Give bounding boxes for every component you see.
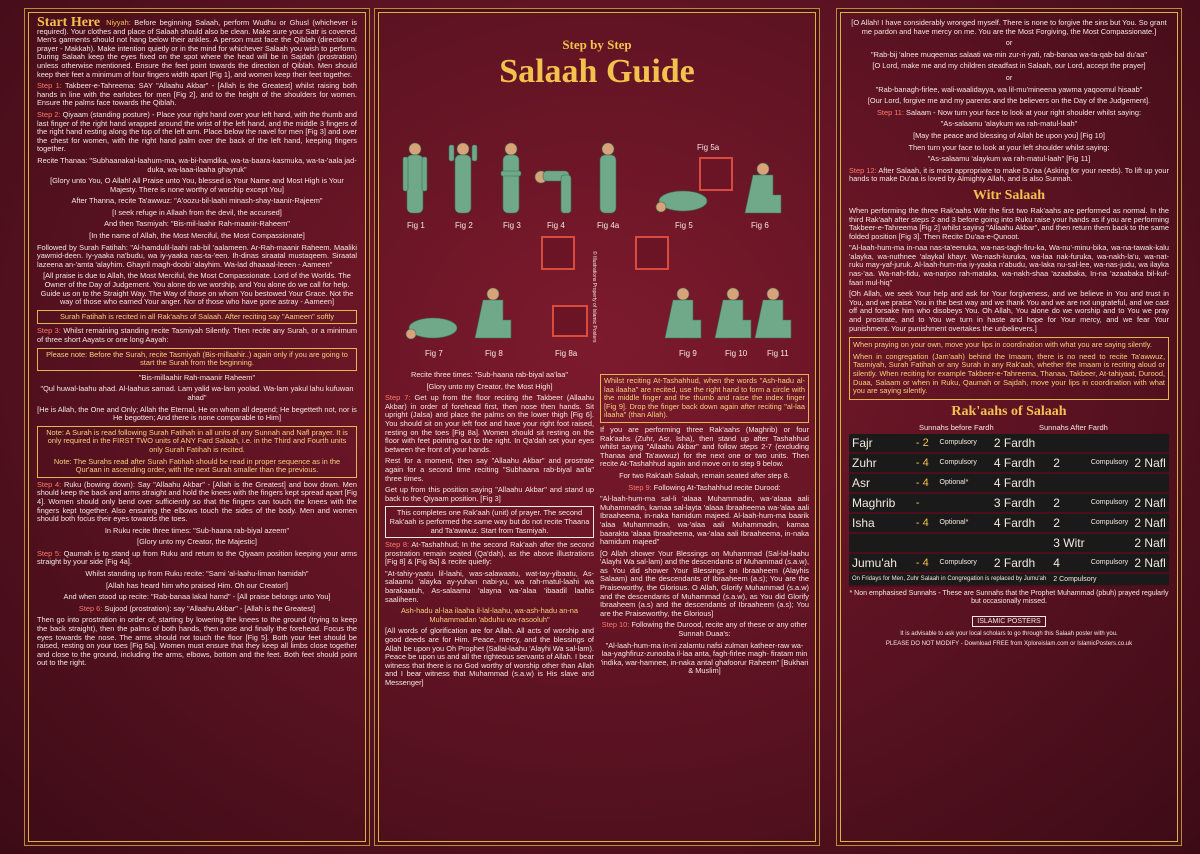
taawwuz-text: After Thanna, recite Ta'awwuz: "A'oozu-bil-laahi minash-shay-taanir-Rajeem" [71, 196, 323, 206]
illustrations [385, 91, 809, 371]
rakaah-row [849, 453, 1169, 473]
ikhlas-translation: [He is Allah, the One and Only; Allah the Eternal, He on whom all depend; He begetteth not, nor is He begotten; And there is none comparable to Him] [37, 404, 357, 423]
step2-text: Qiyaam (standing posture) - Place your right hand over your left hand, with the thumb and last finger of the right hand wrapped around the wrist of the left hand, and the middle 3 fingers of the right hand resting along the top of the left arm. Place below the navel for men [Fig 3] and over the chest for women, with the right hand palm over the back of the left hand, keeping fingers together. [37, 109, 357, 154]
after-count: 2 [1050, 493, 1088, 513]
before-type: Compulsory [937, 553, 991, 573]
ikhlas-text: "Qul huwal-laahu ahad. Al-laahus samad. Lam yalid wa-lam yoolad. Wa-lam yakul lahu kufuwan ahad" [40, 384, 354, 402]
right-panel [840, 12, 1178, 842]
middle-panel [378, 12, 816, 842]
left-panel [28, 12, 366, 842]
note-tasmiyah: Please note: Before the Surah, recite Tasmiyah (Bis-millaahir..) again only if you are going to start the Surah from the beginning. [37, 348, 357, 371]
before-heading: Sunnahs before Fardh [919, 422, 994, 432]
durood-text: "Al-laah-hum-ma sal-li 'alaaa Muhammadin, wa-'alaaa aali Muhammadin, kamaa sal-layta 'alaaa Ibraaheema wa-'alaa aali Ibraaheema, in-naka hamidum majeed. Al-laah-hum-ma baarik 'alaa Muhammadin, wa-'alaa aali Muhammadin, kamaa baarakta 'alaaa Ibraaheema, wa-'alaa aali Ibraaheema, in-naka hamidum majeed" [600, 494, 809, 547]
ruku-recite: In Ruku recite three times: "Sub-haana rab-biyal azeem" [104, 525, 290, 535]
after-count: 2 [1050, 453, 1088, 473]
after-type: Compulsory [1088, 513, 1132, 533]
niyyah-label: Niyyah: [106, 18, 131, 27]
after-count: 3 Witr [1050, 533, 1088, 553]
before-count: - 4 [913, 553, 937, 573]
after-count [1050, 434, 1088, 453]
footnote: * Non emphasised Sunnahs - These are Sunnahs that the Prophet Muhammad (pbuh) prayed regularly but occasionally missed. [849, 589, 1169, 606]
step11-text: Salaam - Now turn your face to look at your right shoulder whilst saying: [906, 107, 1141, 117]
fatihah-translation: [All praise is due to Allah, the Most Merciful, the Most Compassionate. Lord of the Worlds. The Owner of the Day of Judgement. You alone do we worship, and You alone do we call for help. Guide us on to the Straight Way. The Way of those on whom You bestowed Your Grace. Not the way of those who earned Your anger. Nor of those who have gone astray - Aameen] [40, 271, 354, 307]
step11-label: Step 11: [876, 107, 904, 117]
nafl-count [1131, 473, 1169, 493]
fig-label: Fig 7 [425, 349, 443, 358]
qunoot-translation: [Oh Allah, we seek Your help and ask for Your forgiveness, and we believe in You and trust in You, and we praise You in the best way and we thank You and we are not ungrateful, and we cast off and forsake him who disobeys You. Oh Allah, You alone do we worship and to You we pray and prostrate, and to You we turn in haste and hope for Your mercy, and we fear Your punishment. Your punishment overtakes the unbelievers.] [849, 289, 1169, 333]
before-type [937, 493, 991, 513]
step4-text: Ruku (bowing down): Say "Allaahu Akbar" - [Allah is the Greatest] and bow down. Men should keep the back and arms straight and hold the knees with the fingers kept spread apart [Fig 4]. Women should only bend over sufficiently so that the fingers can touch the knees with the fingers kept together. Also ensuring the elbows touch the sides of the body. Men and women should both focus their eyes towards the toes. [37, 479, 358, 524]
fig-label: Fig 4a [597, 221, 620, 230]
dua1-translation: [O Allah! I have considerably wronged myself. There is none to forgive the sins but You. So grant me pardon and have mercy on me. You are the Most Forgiving, the Most Compassionate.] [851, 18, 1167, 36]
before-type: Optional* [937, 473, 991, 493]
fatihah-text: Followed by Surah Fatihah: "Al-hamdulil-laahi rab-bil 'aalameen. Ar-Rah-maanir Raheem. Maaliki yawmid-deen. Iy-yaaka na'budu, wa iy-yaaka nas-ta-'een. Ih-dinas siraatal mustaqeem. Siraatal lazeena an-'amta 'alayhim. Ghayril magh-doobi 'alayhim. Wa-lad dhaaaal-leeen - Aameen" [37, 242, 357, 269]
fig-label: Fig 8a [555, 349, 578, 358]
sujood-translation: [Glory unto my Creator, the Most High] [426, 381, 553, 391]
rakaahs-heading: Rak'aahs of Salaah [951, 403, 1067, 419]
finger-inset-icon [635, 236, 669, 270]
fig-label: Fig 9 [679, 349, 697, 358]
step5-text: Qaumah is to stand up from Ruku and return to the Qiyaam position keeping your arms straight by your side [Fig 4a]. [37, 548, 357, 567]
step12-text: After Salaah, it is most appropriate to make Du'aa (Asking for your needs). To lift up your hands to make Du'aa is loved by Almighty Allah, and is also Sunnah. [849, 165, 1169, 184]
step8-label: Step 8: [385, 540, 410, 550]
fardh-count: 4 Fardh [991, 453, 1050, 473]
dua2-text: "Rab-bij 'alnee muqeemas salaati wa-min zur-ri-yati, rab-banaa wa-ta-qab-bal du'aa" [871, 49, 1147, 59]
salaah-name: Maghrib [849, 493, 913, 513]
advice-text: It is advisable to ask your local scholars to go through this Salaah poster with you. [900, 630, 1118, 637]
before-type: Compulsory [937, 453, 991, 473]
rakaah-row [849, 513, 1169, 533]
two-rakaah-text: For two Rak'aah Salaah, remain seated after step 8. [619, 470, 790, 480]
fig-label: Fig 3 [503, 221, 521, 230]
fig-label: Fig 10 [725, 349, 748, 358]
after-heading: Sunnahs After Fardh [1039, 422, 1108, 432]
nafl-count: 2 Nafl [1131, 453, 1169, 473]
step2-label: Step 2: [37, 109, 61, 119]
niyyah-text: Before beginning Salaah, perform Wudhu or Ghusl (whichever is required). Your clothes and place of Salaah should also be clean. Make sure your Satr is covered. Men's garments should not hang below their ankles. A person must face the Qiblah (direction of prayer - Makkah). Make intention quietly or in the mind for whichever Salaah you wish to perform. During Salaah keep the eyes fixed on the spot where the head will be in Sajdah (prostration) unless otherwise mentioned. Ensure the feet point towards the direction of Qiblah. Men should keep their feet a minimum of four fingers width apart [Fig 1], and women keep their feet together. [37, 18, 357, 79]
or-separator: or [1005, 72, 1013, 82]
fardh-count: 4 Fardh [991, 513, 1050, 533]
step6-text: Then go into prostration in order of; starting by lowering the knees to the ground (trying to keep the back straight), then the palms of both hands, then nose and finally the forehead. Focus the eyes towards the nose. The arms should not touch the floor [Fig 5]. Both your feet should be raised, resting on your toes [Fig 5a]. Women must ensure that they keep all limbs close together and close to the ground, including the arms, elbows, bottom and the feet. Both feet should point out to the right. [37, 615, 357, 668]
rakaahs-column-heads [849, 423, 1169, 432]
before-count: - 2 [913, 434, 937, 453]
before-type: Compulsory [937, 434, 991, 453]
witr-text: When performing the three Rak'aahs Witr the first two Rak'aahs are performed as normal. In the third Rak'aah after steps 2 and 3 before going into Ruku raise your hands as if you are performing Takbeer-e-Tahreema [Fig 2] whilst saying "Allaahu Akbar", and then return them back to the same folded position [Fig 3]. Then Recite Du'aa-e-Qunoot. [849, 205, 1169, 241]
salaah-name: Fajr [849, 434, 913, 453]
ikhlas-tasmiyah: "Bis-millaahir Rah-maanir Raheem" [138, 372, 256, 382]
before-type [937, 533, 991, 553]
do-not-modify-text: PLEASE DO NOT MODIFY - Download FREE from Xploreislam.com or IslamicPosters.co.uk [885, 640, 1133, 647]
step9-text: Following At-Tashahhud recite Durood: [653, 482, 781, 492]
fig-label: Fig 2 [455, 221, 473, 230]
fardh-count: 2 Fardh [991, 434, 1050, 453]
step7-text: Get up from the floor reciting the Takbeer (Allaahu Akbar) in order of forehead first, then nose then hands. Sit upright (Jalsa) and place the palms on the lower thigh [Fig 6]. You should sit on your left foot and have your right foot raised, resting on the toes [Fig 8a]. Women should sit resting on the floor with feet pointing out to the right. In Qa'dah set your eyes between the front of your hands. [385, 393, 594, 454]
salaam-right-translation: [May the peace and blessing of Allah be upon you] [Fig 10] [913, 130, 1105, 140]
after-type: Compulsory [1088, 493, 1132, 513]
durood-translation: [O Allah shower Your Blessings on Muhammad (Sal-lal-laahu 'Alayhi Wa sal-lam) and the descendants of Muhammad (s.a.w), as You did shower Your Blessings on Ibraaheem (Alayhis Salaam) and the descendants of Ibraaheem (a.s); You are the Praiseworthy, the Glorious. O Allah, Glorify Muhammad (s.a.w) and the descendants of Muhammad (s.a.w), as You did Glorify Ibraaheem (a.s) and the descendants of Ibraaheem (a.s); You are the Praiseworthy, the Glorious] [600, 548, 809, 618]
nafl-count: 2 Nafl [1131, 513, 1169, 533]
step7-label: Step 7: [385, 393, 411, 403]
note-surah: Note: A Surah is read following Surah Fatihah in all units of any Sunnah and Nafl prayer. It is only required in the FIRST TWO units of ANY Fard Salaah, i.e. in the Third and Fourth units only Surah Fatihah is recited. [46, 427, 348, 454]
step12-label: Step 12: [849, 165, 877, 175]
tashahhud-text: "At-tahiy-yaatu lil-laahi, was-salawaatu, wat-tay-yibaatu, As-salaamu 'alayka ay-yuhan nabi-yu, wa rah-matul-laahi wa barakaatuh, As-salaamu 'alayna wa-'alaa 'ibaadil laahis saaliheen. [385, 568, 594, 604]
thanaa-text: Recite Thanaa: "Subhaanakal-laahum-ma, wa-bi-hamdika, wa-ta-baara-kasmuka, wa-ta-'aala jad-duka, wa-laaa-ilaaha ghayruk" [37, 155, 357, 174]
tashahhud-translation: [All words of glorification are for Allah. All acts of worship and good deeds are for Him. Peace, mercy, and the blessings of Allah be upon you Oh Prophet (Sallal-laahu 'Alayhi Wa sal-lam). Peace be upon us and all the righteous servants of Allah. I bear witness that there is no God worthy of worship other than Allah and I bear witness that Muhammad (s.a.w) is His slave and Messenger] [385, 626, 595, 687]
salaah-name: Asr [849, 473, 913, 493]
step10-label: Step 10: [601, 620, 630, 630]
salaah-name [849, 533, 913, 553]
jumuah-note-row [849, 573, 1169, 586]
before-count: - 4 [913, 473, 937, 493]
after-type: Compulsory [1088, 453, 1132, 473]
fardh-count: 2 Fardh [991, 553, 1050, 573]
qunoot-text: "Al-laah-hum-ma in-naa nas-ta'eenuka, wa-nas-tagh-firu-ka, Wa-nu'-minu-bika, wa-na-tawak-kalu 'alayka, wa-nuthnee 'alaykal khayr. Wa-nash-kuruka, wa-laa nak-furuka, wa-nakh-la'u, wa-nat-ruku may-yaf-juruk. Al-laah-hum-ma iy-yaaka n'abudu, wa-laka nu-sal-lee, wa-nas-judu, wa ilayka nas-'aa. Wa-nah-fidu, wa-narjoo rah-mataka, wa-nakh-shaa 'azaabaka, In-na 'azaabaka bil-kuf-faari mul-hiq" [849, 243, 1169, 287]
after-type: Compulsory [1088, 553, 1132, 573]
dua1-text: "Al-laah-hum-ma in-ni zalamtu nafsi zulman katheer-raw wa-laa-yaghfiruz-zunooba il-laa anta, fagh-firlee magh- firatam min 'indika, war-hamnee, in-naka antal ghafoorur Raheem" [Bukhari & Muslim] [600, 640, 809, 676]
rakaah-row [849, 553, 1169, 573]
finger-box: Whilst reciting At-Tashahhud, when the words "Ash-hadu al-laa ilaaha" are recited, use the right hand to form a circle with the middle finger and the thumb and raise the index finger [Fig 9]. Drop the finger back down again after reciting "al-laa ilaaha" (than Allah). [600, 374, 809, 423]
step3-text: Whilst remaining standing recite Tasmiyah Silently. Then recite any Surah, or a minimum of three short Aayats or one long Aayah: [37, 326, 357, 344]
before-type: Optional* [937, 513, 991, 533]
jumuah-extra: 2 Compulsory [1050, 573, 1169, 586]
before-count: - 4 [913, 513, 937, 533]
nafl-count [1131, 434, 1169, 453]
after-type [1088, 473, 1132, 493]
complete-box: This completes one Rak'aah (unit) of prayer. The second Rak'aah is performed the same way but do not recite Thaana and Ta'awwuz. Start from Tasmiyah. [385, 506, 594, 538]
ruku-translation: [Glory unto my Creator, the Majestic] [137, 537, 257, 547]
salaah-name: Isha [849, 513, 913, 533]
rest-text: Rest for a moment, then say "Allaahu Akbar" and prostrate again for a second time reciting "Subhaana rab-biyal aa'la" three times. [385, 456, 594, 483]
prayer-figures-row-1 [393, 141, 793, 241]
rakaah-row [849, 493, 1169, 513]
dua2-translation: [O Lord, make me and my children steadfast in Salaah, our Lord, accept the prayer] [872, 61, 1146, 71]
shahada-text: Ash-hadu al-laa ilaaha il-lal-laahu, wa-ash-hadu an-na Muhammadan 'abduhu wa-rasooluh" [400, 606, 579, 624]
note-sequence: Note: The Surahs read after Surah Fatihah should be read in proper sequence as in the Qur'aan in ascending order, with the next Surah smaller than the previous. [53, 456, 341, 475]
after-count: 4 [1050, 553, 1088, 573]
rakaahs-table [849, 434, 1169, 587]
fatihah-box: Surah Fatihah is recited in all Rak'aahs of Salaah. After reciting say "Aameen" softly [37, 310, 357, 325]
feet-inset-icon [699, 157, 733, 191]
jumuah-note: On Fridays for Men, Zuhr Salaah in Congregation is replaced by Jumu'ah [849, 573, 1050, 586]
step1-text: Takbeer-e-Tahreema: SAY "Allaahu Akbar" - [Allah is the Greatest] whilst raising both hands in line with the earlobes for men [Fig 2], and to the height of the shoulders for women. Ensure the palms face towards the Qiblah. [37, 81, 358, 108]
qaumah-recite: Whilst standing up from Ruku recite: "Sami 'al-laahu-liman hamidah" [85, 569, 309, 579]
step9-label: Step 9: [628, 482, 652, 492]
before-count: - 4 [913, 453, 937, 473]
step8-text: At-Tashahhud; In the second Rak'aah after the second prostration remain seated (Qa'dah), as the above illustrations [Fig 8] & [Fig 8a] & recite quietly: [385, 540, 594, 567]
qaumah-recite-2: And when stood up recite: "Rab-banaa lakal hamd" - [All praise belongs unto You] [63, 592, 331, 602]
start-here-heading: Start Here [37, 15, 101, 30]
fardh-count: 3 Fardh [991, 493, 1050, 513]
tasmiyah-text: And then Tasmiyah: "Bis-mil-laahir Rah-maanir-Raheem" [104, 219, 290, 229]
before-count [913, 533, 937, 553]
fig-label: Fig 5a [697, 143, 720, 152]
qaumah-translation: [Allah has heard him who praised Him. Oh our Creator!] [106, 580, 288, 590]
step6-head: Sujood (prostration): say "Allaahu Akbar" - [Allah is the Greatest] [104, 603, 316, 613]
rakaah-row [849, 473, 1169, 493]
fardh-count [991, 533, 1050, 553]
step1-label: Step 1: [37, 81, 62, 91]
congregation-note: When in congregation (Jam'aah) behind the Imaam, there is no need to recite Ta'awwuz, Tasmiyah, Surah Fatihah or any Surah in any Rak'aah, whether the Imaam is reciting aloud or silently. When reciting for example Takbeer-e-Tahreema, Thanaa, Takbeer, At-tahiyaat, Durood, Duaa, Salaam or when in Ruku, Qaumah or Sajdah, move your lips in coordination with what you are saying silently. [853, 351, 1165, 396]
fig-label: Fig 4 [547, 221, 565, 230]
nafl-count: 2 Nafl [1131, 533, 1169, 553]
salaam-left: "As-salaamu 'alaykum wa rah-matul-laah" [Fig 11] [927, 154, 1091, 164]
tasmiyah-translation: [In the name of Allah, the Most Merciful, the Most Compassionate] [89, 231, 305, 241]
thanaa-translation: [Glory unto You, O Allah! All Praise unto You, blessed is Your Name and Most High is Your Majesty. There is none worthy of worship except You] [50, 176, 344, 194]
step4-label: Step 4: [37, 479, 62, 489]
fardh-count: 4 Fardh [991, 473, 1050, 493]
islamic-posters-logo: ISLAMIC POSTERS [972, 616, 1045, 627]
nafl-count: 2 Nafl [1131, 493, 1169, 513]
or-separator: or [1005, 38, 1013, 48]
fig-label: Fig 6 [751, 221, 769, 230]
alone-note: When praying on your own, move your lips in coordination with what you are saying silently. [853, 340, 1152, 350]
after-type [1088, 533, 1132, 553]
before-count: - [913, 493, 937, 513]
fig-label: Fig 1 [407, 221, 425, 230]
step-by-step-heading: Step by Step [562, 37, 632, 52]
rakaah-row [849, 533, 1169, 553]
dua3-text: "Rab-banagh-firlee, wali-waalidayya, wa lil-mu'mineena yawma yaqoomul hisaab" [875, 84, 1143, 94]
getup-text: Get up from this position saying "Allaahu Akbar" and stand up back to the Qiyaam position. [Fig 3] [385, 485, 594, 503]
sujood-recite: Recite three times: "Sub-haana rab-biyal aa'laa" [410, 370, 569, 379]
salaah-name: Zuhr [849, 453, 913, 473]
after-type [1088, 434, 1132, 453]
nafl-count: 2 Nafl [1131, 553, 1169, 573]
salaam-left-intro: Then turn your face to look at your left shoulder whilst saying: [908, 142, 1110, 152]
salaam-right: "As-salaamu 'alaykum wa rah-matul-laah" [940, 119, 1078, 129]
witr-heading: Witr Salaah [972, 187, 1046, 203]
dua3-translation: [Our Lord, forgive me and my parents and the believers on the Day of the Judgement]. [867, 96, 1151, 106]
taawwuz-translation: [I seek refuge in Allaah from the devil, the accursed] [112, 207, 282, 217]
fig-label: Fig 8 [485, 349, 503, 358]
step10-text: Following the Durood, recite any of these or any other Sunnah Duaa's: [631, 620, 808, 639]
step5-label: Step 5: [37, 548, 61, 558]
illustration-credit: © Illustrations Property of Islamic Posters [591, 251, 597, 343]
step6-label: Step 6: [78, 603, 103, 613]
three-rakaah-text: If you are performing three Rak'aahs (Maghrib) or four Rak'aahs (Zuhr, Asr, Isha), then stand up after Tashahhud whilst saying "Allaahu Akbar" and follow steps 2-7 (excluding Thanaa and Ta'awwuz) for the next one or two units. Then recite At-Tashahhud again and move on to step 9 below. [600, 424, 809, 469]
salaah-name: Jumu'ah [849, 553, 913, 573]
foot-inset-icon [541, 236, 575, 270]
after-count [1050, 473, 1088, 493]
step3-label: Step 3: [37, 326, 61, 336]
after-count: 2 [1050, 513, 1088, 533]
page-title: Salaah Guide [499, 53, 695, 90]
fig-label: Fig 11 [767, 349, 789, 358]
rakaah-row [849, 434, 1169, 453]
fig-label: Fig 5 [675, 221, 693, 230]
